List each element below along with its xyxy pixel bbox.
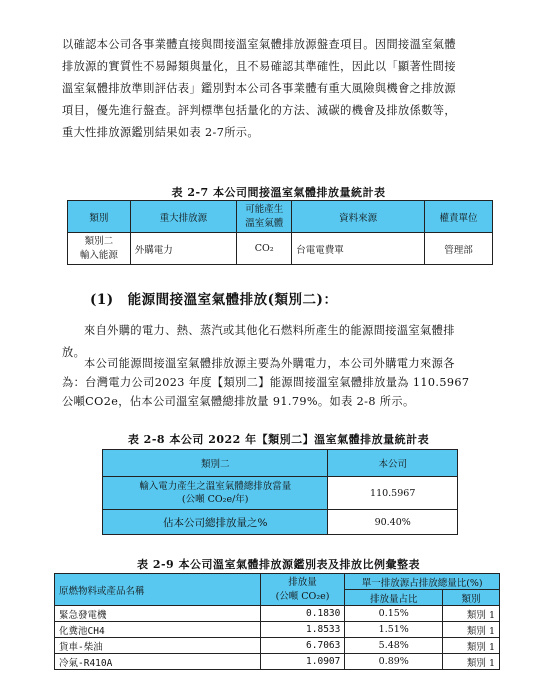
header-category: 類別 (68, 201, 131, 233)
cell-category: 類別 1 (443, 622, 500, 638)
table-row (68, 233, 493, 265)
table-header-row (103, 450, 458, 477)
table-row (55, 638, 500, 654)
cell-unit: 管理部 (425, 233, 493, 265)
cell-percentage-value: 90.40% (328, 510, 458, 535)
header-data-source: 資料來源 (292, 201, 425, 233)
cell-source: 外購電力 (130, 233, 236, 265)
text-line: 本公司能源間接溫室氣體排放源主要為外購電力，本公司外購電力來源各 (84, 357, 455, 370)
intro-paragraph (62, 34, 522, 144)
cell-category: 類別 1 (443, 654, 500, 670)
header-share: 排放量占比 (345, 590, 443, 606)
cell-share: 0.15% (345, 606, 443, 622)
cell-emission: 1.8533 (260, 622, 345, 638)
text-line: 重大性排放源鑑別結果如表 2-7所示。 (62, 126, 259, 139)
table-row (55, 622, 500, 638)
text-line: 公噸CO2e，佔本公司溫室氣體總排放量 91.79%。如表 2-8 所示。 (62, 395, 415, 408)
text-line: 放。 (62, 346, 86, 359)
table-row (55, 654, 500, 670)
text-line: 來自外購的電力、熱、蒸汽或其他化石燃料所產生的能源間接溫室氣體排 (84, 324, 455, 337)
row-label-line1: 輸入電力產生之溫室氣體總排放當量 (139, 481, 292, 492)
header-responsible-unit: 權責單位 (425, 201, 493, 233)
header-ratio: 單一排放源占排放總量比(%) (345, 574, 500, 590)
row-label-percentage: 佔本公司總排放量之% (103, 510, 328, 535)
table-header-row (68, 201, 493, 233)
category-line2: 輸入能源 (79, 249, 118, 261)
cell-category (68, 233, 131, 265)
table1-caption: 表 2-7 本公司間接溫室氣體排放量統計表 (171, 186, 386, 199)
indirect-emission-table (67, 200, 493, 265)
table3-caption: 表 2-9 本公司溫室氣體排放源鑑別表及排放比例彙整表 (136, 558, 421, 571)
header-gas (237, 201, 292, 233)
header-gas-line2: 溫室氣體 (245, 217, 284, 229)
cell-share: 1.51% (345, 622, 443, 638)
header-emission-label: 排放量 (288, 576, 317, 588)
cell-name: 緊急發電機 (55, 606, 261, 622)
cell-emission: 6.7063 (260, 638, 345, 654)
table-row (55, 606, 500, 622)
section-heading: (1) 能源間接溫室氣體排放(類別二)： (90, 292, 338, 308)
cell-category: 類別 1 (443, 606, 500, 622)
paragraph-3 (62, 354, 522, 411)
header-material-name: 原燃物料或產品名稱 (55, 574, 261, 606)
emission-source-table (54, 573, 500, 670)
header-company: 本公司 (328, 450, 458, 477)
cell-name: 化糞池CH4 (55, 622, 261, 638)
cell-share: 5.48% (345, 638, 443, 654)
category-line1: 類別二 (84, 235, 114, 247)
text-line: 溫室氣體排放準則評估表」鑑別對本公司各事業體有重大風險與機會之排放源 (62, 82, 456, 95)
cell-emission: 1.0907 (260, 654, 345, 670)
header-major-source: 重大排放源 (130, 201, 236, 233)
cell-emission-value: 110.5967 (328, 477, 458, 510)
text-line: 為：台灣電力公司2023 年度【類別二】能源間接溫室氣體排放量為 110.5967 (62, 376, 470, 389)
cell-data-source: 台電電費單 (292, 233, 425, 265)
text-line: 以確認本公司各事業體直接與間接溫室氣體排放源盤查項目。因間接溫室氣體 (62, 38, 456, 51)
cell-emission: 0.1830 (260, 606, 345, 622)
table-row (103, 510, 458, 535)
header-category: 類別 (443, 590, 500, 606)
table2-caption: 表 2-8 本公司 2022 年【類別二】溫室氣體排放量統計表 (127, 433, 430, 446)
cell-name: 貨車-柴油 (55, 638, 261, 654)
header-emission (260, 574, 345, 606)
cell-category: 類別 1 (443, 638, 500, 654)
header-category2: 類別二 (103, 450, 328, 477)
category2-emission-table (102, 449, 458, 535)
cell-name: 冷氣-R410A (55, 654, 261, 670)
row-label-emission (103, 477, 328, 510)
table-row (103, 477, 458, 510)
cell-gas: CO₂ (237, 233, 292, 265)
text-line: 排放源的實質性不易歸類與量化，且不易確認其準確性，因此以「顯著性間接 (62, 60, 456, 73)
table-header-row (55, 574, 500, 590)
header-emission-unit: (公噸 CO₂e) (275, 590, 330, 602)
text-line: 項目，優先進行盤查。評判標準包括量化的方法、減碳的機會及排放係數等， (62, 104, 456, 117)
cell-share: 0.89% (345, 654, 443, 670)
header-gas-line1: 可能產生 (245, 203, 284, 215)
row-label-line2: (公噸 CO₂e/年) (181, 494, 249, 505)
